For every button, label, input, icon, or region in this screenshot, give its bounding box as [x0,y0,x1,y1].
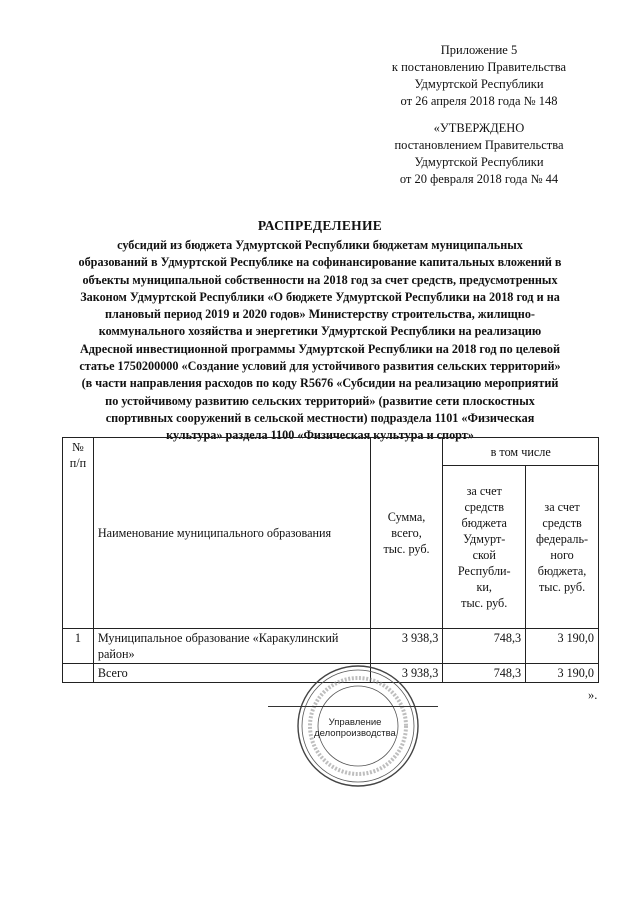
header-sum [370,438,443,629]
header-regional [443,466,526,629]
document-title: РАСПРЕДЕЛЕНИЕ [257,218,383,233]
appendix-resolution: к постановлению Правительства [391,60,567,74]
header-sum-line: Сумма, [387,510,426,524]
table-row [63,629,599,664]
header-regional-line: Удмурт- [463,532,506,546]
header-federal-line: федераль- [536,532,589,546]
header-sum-line: тыс. руб. [383,542,430,556]
description-line: коммунального хозяйства и энергетики Удмуртской Республики на реализацию [98,324,542,339]
description-line: по устойчивому развитию сельских территорий» (развитие сети плоскостных [105,393,535,408]
header-federal [526,466,599,629]
header-regional-line: Республи- [457,564,511,578]
appendix-block [372,42,586,110]
description-line: спортивных сооружений в сельской местности) подраздела 1101 «Физическая [105,410,535,425]
total-regional: 748,3 [443,664,526,683]
header-regional-line: ки, [476,580,492,594]
total-sum: 3 938,3 [370,664,443,683]
distribution-table [62,437,599,683]
header-federal-line: тыс. руб. [538,580,586,594]
header-regional-line: ской [472,548,496,562]
document-description [60,237,580,445]
approved-resolution: постановлением Правительства [394,138,564,152]
approved-block [372,120,586,188]
description-line: субсидий из бюджета Удмуртской Республики бюджетам муниципальных [117,238,523,252]
stamp-line-2: делопроизводства [314,728,396,739]
row-municipality: Муниципальное образование «Каракулинский район» [93,629,370,664]
approved-heading: «УТВЕРЖДЕНО [433,121,525,135]
header-regional-line: тыс. руб. [461,596,508,610]
header-num [63,438,94,629]
description-line: Законом Удмуртской Республики «О бюджете Удмуртской Республики на 2018 год и на [80,289,560,304]
appendix-number: Приложение 5 [440,43,518,57]
stamp-label [300,717,410,739]
description-line: культура» раздела 1100 «Физическая культура и спорт» [166,428,474,443]
total-num [63,664,94,683]
description-line: статье 1750200000 «Создание условий для устойчивого развития сельских территорий» [79,359,561,374]
stamp-divider [268,706,438,707]
header-regional-line: средств [464,500,504,514]
header-name: Наименование муниципального образования [93,438,370,629]
header-federal-line: бюджета, [537,564,587,578]
appendix-republic: Удмуртской Республики [414,77,544,91]
row-num: 1 [63,629,94,664]
header-sum-line: всего, [391,526,422,540]
approved-republic: Удмуртской Республики [414,155,544,169]
description-line: Адресной инвестиционной программы Удмуртской Республики на 2018 год по целевой [80,341,560,356]
description-line: (в части направления расходов по коду R5676 «Субсидии на реализацию мероприятий [81,376,559,391]
header-including: в том числе [443,438,599,466]
header-num-line: п/п [69,456,87,470]
description-line: образований в Удмуртской Республике на софинансирование капитальных вложений в [78,255,562,270]
header-num-line: № [72,440,84,454]
approved-date: от 20 февраля 2018 года № 44 [399,172,559,186]
header-row [63,438,599,466]
header-regional-line: за счет [466,484,502,498]
row-sum: 3 938,3 [370,629,443,664]
total-label: Всего [93,664,370,683]
row-federal: 3 190,0 [526,629,599,664]
header-federal-line: ного [550,548,574,562]
header-regional-line: бюджета [461,516,507,530]
header-federal-line: средств [542,516,582,530]
total-federal: 3 190,0 [526,664,599,683]
description-line: плановый период 2019 и 2020 годов» Министерству строительства, жилищно- [104,307,535,322]
description-line: объекты муниципальной собственности на 2018 год за счет средств, предусмотренных [82,272,558,287]
row-regional: 748,3 [443,629,526,664]
stamp-line-1: Управление [328,717,382,728]
appendix-date: от 26 апреля 2018 года № 148 [400,94,558,108]
header-federal-line: за счет [544,500,580,514]
closing-quote: ». [588,688,598,702]
